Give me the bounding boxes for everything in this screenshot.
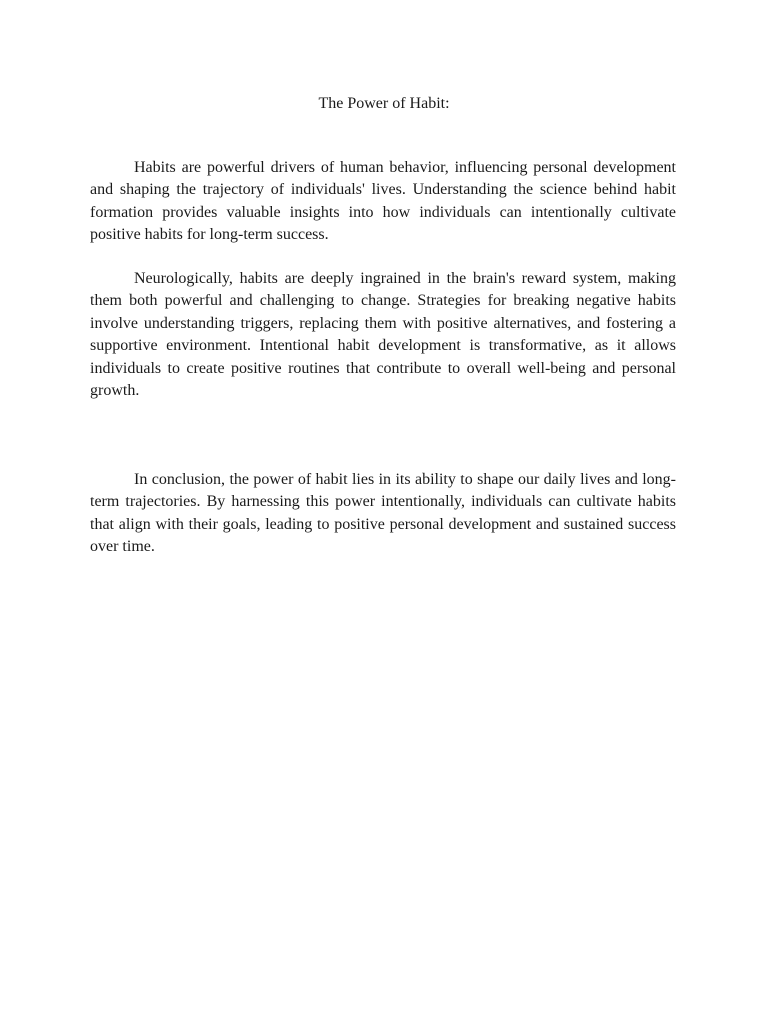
document-title: The Power of Habit: [318, 95, 450, 112]
paragraph-1: Habits are powerful drivers of human behavior, influencing personal development and shaping the trajectory of individuals' lives. Understanding the science behind habit formation provides valuable insights into how individuals can intentionally cultivate positive habits for long-term success. [90, 159, 676, 244]
paragraph-3: In conclusion, the power of habit lies in its ability to shape our daily lives and long-term trajectories. By harnessing this power intentionally, individuals can cultivate habits that align with their goals, leading to positive personal development and sustained success over time. [90, 471, 676, 556]
paragraph-2: Neurologically, habits are deeply ingrained in the brain's reward system, making them both powerful and challenging to change. Strategies for breaking negative habits involve understanding triggers, replacing them with positive alternatives, and fostering a supportive environment. Intentional habit development is transformative, as it allows individuals to create positive routines that contribute to overall well-being and personal growth. [90, 270, 676, 400]
